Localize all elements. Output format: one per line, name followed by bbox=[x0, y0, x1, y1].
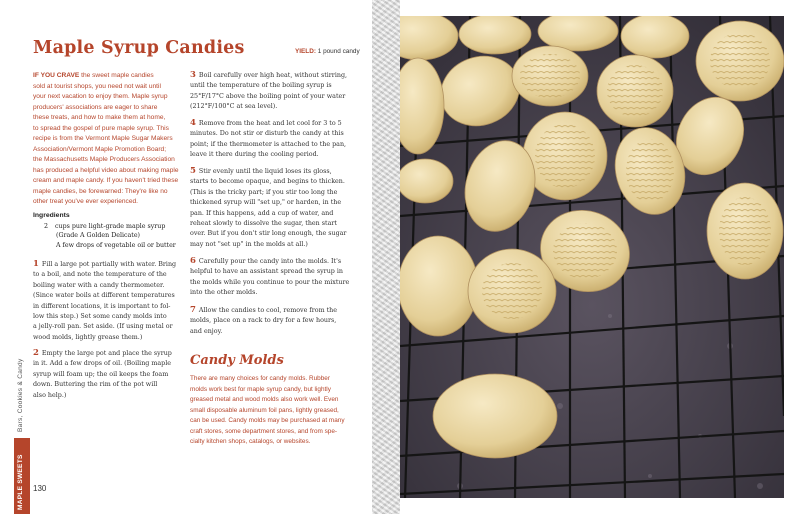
step-line: wood molds, lightly grease them.) bbox=[33, 333, 143, 341]
step-line: minutes. Do not stir or disturb the candy at this bbox=[190, 130, 344, 138]
intro-lead: IF YOU CRAVE bbox=[33, 72, 80, 79]
step-line: may not "set up" in the molds at all.) bbox=[190, 240, 308, 248]
intro-line: these treats, and how to make them at home, bbox=[33, 114, 166, 121]
recipe-yield bbox=[295, 48, 360, 55]
sidebar-box-line: cialty kitchen shops, catalogs, or websites. bbox=[190, 438, 311, 445]
chapter-sidebar bbox=[14, 338, 30, 514]
candy-photo bbox=[400, 16, 784, 498]
recipe-step bbox=[33, 348, 180, 401]
ingredient-text: cups pure light-grade maple syrup bbox=[55, 223, 166, 230]
step-line: Stir evenly until the liquid loses its gloss, bbox=[198, 168, 332, 175]
yield-label: YIELD: bbox=[295, 48, 316, 55]
step-number: 2 bbox=[33, 348, 39, 358]
intro-line: the Massachusetts Maple Producers Association bbox=[33, 156, 175, 163]
step-number: 7 bbox=[190, 305, 196, 315]
sidebar-box-line: molds work best for maple syrup candy, but lightly bbox=[190, 385, 331, 393]
sidebar-box-body bbox=[190, 374, 356, 448]
intro-line: to spread the gospel of pure maple syrup. This bbox=[33, 124, 169, 132]
intro-line-rest: the sweet maple candies bbox=[81, 72, 154, 79]
intro-line: Association/Vermont Maple Promotion Board; bbox=[33, 145, 167, 153]
intro-line: sold at tourist shops, you need not wait until bbox=[33, 82, 161, 90]
step-line: Remove from the heat and let cool for 3 to 5 bbox=[198, 120, 342, 127]
step-line: reheat slowly to dissolve the sugar, then start bbox=[190, 220, 337, 228]
sidebar-box-line: There are many choices for candy molds. Rubber bbox=[190, 375, 330, 382]
sidebar-box-line: craft stores, some department stores, and from spe- bbox=[190, 427, 338, 435]
step-line: down. Buttering the rim of the pot will bbox=[33, 381, 158, 389]
step-line: low this step.) Set some candy molds into bbox=[33, 313, 167, 321]
step-line: over. But if you don't stir long enough, the sugar bbox=[190, 230, 347, 238]
recipe-step bbox=[33, 259, 180, 343]
step-line: boiling water with a candy thermometer. bbox=[33, 281, 165, 289]
textured-divider bbox=[372, 0, 400, 514]
step-number: 4 bbox=[190, 118, 196, 128]
step-line: into the other molds. bbox=[190, 289, 258, 297]
ingredient-text: A few drops of vegetable oil or butter bbox=[56, 242, 176, 249]
ingredient-text: (Grade A Golden Delicate) bbox=[56, 232, 141, 240]
step-line: to a boil, and note the temperature of the bbox=[33, 271, 167, 279]
step-line: molds, place on a rack to dry for a few hours, bbox=[190, 317, 337, 325]
recipe-intro bbox=[33, 71, 181, 208]
recipe-step bbox=[190, 70, 356, 113]
candy bbox=[621, 16, 689, 58]
recipe-step bbox=[190, 166, 356, 250]
step-line: leave it there during the cooling period. bbox=[190, 151, 319, 159]
sidebar-box-line: greased metal and wood molds also work well. Even bbox=[190, 396, 339, 403]
yield-value: 1 pound candy bbox=[317, 48, 360, 55]
candies-on-rack-image bbox=[400, 16, 784, 498]
candy bbox=[400, 159, 453, 203]
recipe-step bbox=[190, 305, 356, 337]
step-line: Allow the candies to cool, remove from the bbox=[198, 307, 338, 314]
page-number: 130 bbox=[33, 484, 47, 493]
step-line: pan. If this happens, add a cup of water, and bbox=[190, 209, 334, 217]
recipe-step bbox=[190, 256, 356, 299]
ingredient-item bbox=[44, 222, 189, 241]
intro-line: maple candies, be forewarned: They're like no bbox=[33, 187, 168, 195]
intro-line bbox=[33, 71, 181, 82]
step-line: thickened syrup will "set up," or harden, in the bbox=[190, 199, 342, 207]
step-line: in different locations, it is important to fol- bbox=[33, 302, 171, 310]
intro-line: cream and maple candy. If you haven't tried these bbox=[33, 177, 179, 184]
sidebar-box-title: Candy Molds bbox=[190, 353, 284, 368]
step-number: 3 bbox=[190, 70, 196, 80]
step-line: until the temperature of the boiling syrup is bbox=[190, 82, 332, 90]
candy bbox=[400, 236, 478, 336]
step-line: the molds while you continue to pour the mixture bbox=[190, 278, 350, 286]
recipe-title: Maple Syrup Candies bbox=[33, 38, 245, 58]
step-line: Empty the large pot and place the syrup bbox=[41, 350, 172, 357]
intro-line: has produced a helpful video about making maple bbox=[33, 166, 179, 174]
step-line: and enjoy. bbox=[190, 327, 223, 335]
candy bbox=[433, 374, 557, 458]
intro-line: your next vacation to enjoy them. Maple syrup bbox=[33, 93, 168, 100]
step-line: (212°F/100°C at sea level). bbox=[190, 103, 278, 111]
step-line: Fill a large pot partially with water. Bring bbox=[41, 261, 177, 268]
section-label: MAPLE SWEETS bbox=[17, 454, 24, 510]
chapter-label: Bars, Cookies & Candy bbox=[17, 358, 24, 432]
step-line: syrup will foam up; the oil keeps the foam bbox=[33, 370, 169, 378]
step-line: (This is the tricky part; if you stir too long the bbox=[190, 188, 338, 196]
step-line: point; if the thermometer is attached to the pan, bbox=[190, 140, 347, 148]
step-line: in it. Add a few drops of oil. (Boiling maple bbox=[33, 360, 171, 368]
recipe-step bbox=[190, 118, 356, 161]
intro-line: producers' associations are eager to share bbox=[33, 103, 158, 111]
intro-line: other treat you've ever experienced. bbox=[33, 198, 138, 205]
step-number: 6 bbox=[190, 256, 196, 266]
step-line: a jelly-roll pan. Set aside. (If using metal or bbox=[33, 323, 173, 331]
ingredients-heading: Ingredients bbox=[33, 212, 70, 219]
sidebar-box-line: can be used. Candy molds may be purchased at many bbox=[190, 417, 345, 424]
step-number: 5 bbox=[190, 166, 196, 176]
sidebar-box-line: small disposable aluminum foil pans, lightly greased, bbox=[190, 406, 339, 414]
ingredient-item bbox=[44, 241, 201, 250]
step-line: helpful to have an assistant spread the syrup in bbox=[190, 268, 343, 276]
ingredient-qty: 2 bbox=[44, 223, 49, 230]
step-line: 25°F/17°C above the boiling point of your water bbox=[190, 92, 346, 100]
recipe-page bbox=[0, 0, 372, 514]
step-number: 1 bbox=[33, 259, 39, 269]
step-line: Boil carefully over high heat, without stirring, bbox=[198, 72, 348, 79]
step-line: Carefully pour the candy into the molds. It's bbox=[198, 258, 342, 265]
step-line: also help.) bbox=[33, 391, 67, 399]
step-line: starts to become opaque, and begins to thicken. bbox=[190, 178, 345, 186]
intro-line: recipe is from the Vermont Maple Sugar Makers bbox=[33, 135, 173, 142]
candy bbox=[459, 16, 531, 54]
step-line: (Since water boils at different temperatures bbox=[33, 292, 175, 300]
